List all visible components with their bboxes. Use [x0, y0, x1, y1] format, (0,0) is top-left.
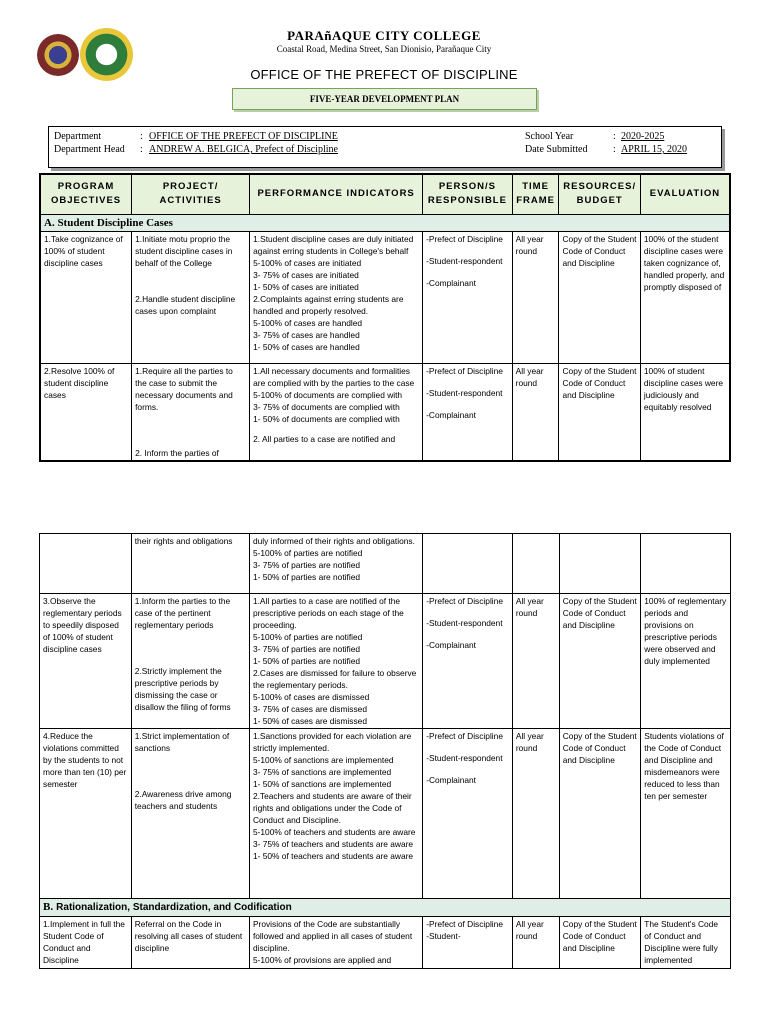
col-header: PERFORMANCE INDICATORS: [250, 174, 423, 214]
time-cell: All year round: [512, 729, 559, 899]
indicator-text: 1.Sanctions provided for each violation are strictly implemented.: [252, 731, 412, 753]
table-header-row: [40, 174, 730, 214]
evaluation-cell: 100% of student discipline cases were judiciously and equitably resolved: [640, 363, 730, 461]
indicator-text: 1- 50% of documents are complied with: [253, 413, 400, 424]
resources-cell: [559, 534, 641, 594]
plan-table-page-2: [39, 533, 731, 969]
time-cell: All year round: [512, 917, 559, 969]
person-text: -Prefect of Discipline: [426, 233, 503, 244]
activity-text: 2.Strictly implement the prescriptive periods by dismissing the case or disallow the filing of forms: [134, 666, 231, 712]
indicator-text: 3- 75% of sanctions are implemented: [252, 767, 392, 777]
objective-cell: 1.Implement in full the Student Code of Conduct and Discipline: [40, 917, 132, 969]
objective-cell: 4.Reduce the violations committed by the students to not more than ten (10) per semester: [40, 729, 132, 899]
activities-cell: [131, 729, 249, 899]
indicators-cell: [249, 729, 422, 899]
person-text: -Student-respondent: [426, 387, 503, 398]
indicators-cell: [250, 231, 423, 363]
head-value: ANDREW A. BELGICA, Prefect of Discipline: [149, 144, 338, 155]
person-text: -Prefect of Discipline: [426, 596, 503, 606]
indicators-cell: [249, 534, 422, 594]
evaluation-cell: Students violations of the Code of Conduct and Discipline and misdemeanors were reduced to less than ten per semester: [641, 729, 731, 899]
indicator-text: 1.All parties to a case are notified of the prescriptive periods on each stage of the proceeding.: [252, 596, 404, 630]
activity-text: 1.Require all the parties to the case to submit the necessary documents and forms.: [135, 365, 233, 412]
indicator-text: 3- 75% of cases are initiated: [253, 269, 359, 280]
person-cell: [423, 594, 513, 729]
person-cell: [423, 917, 513, 969]
activity-text: 1.Inform the parties to the case of the pertinent reglementary periods: [134, 596, 231, 630]
indicators-cell: [249, 594, 422, 729]
activities-cell: their rights and obligations: [131, 534, 249, 594]
table-row: [40, 231, 730, 363]
table-row: [40, 594, 731, 729]
indicator-text: 1- 50% of parties are notified: [252, 656, 361, 666]
activity-text: 1.Initiate motu proprio the student discipline cases in behalf of the College: [135, 233, 233, 268]
evaluation-cell: 100% of reglementary periods and provisions on prescriptive periods were observed and duly implemented: [641, 594, 731, 729]
indicator-text: 1- 50% of parties are notified: [252, 572, 361, 582]
col-header: PROGRAM OBJECTIVES: [40, 174, 132, 214]
person-text: -Complainant: [426, 277, 476, 288]
activity-text: 2.Handle student discipline cases upon complaint: [135, 293, 236, 316]
time-cell: All year round: [512, 594, 559, 729]
resources-cell: Copy of the Student Code of Conduct and Discipline: [559, 917, 641, 969]
person-text: -Complainant: [426, 775, 476, 785]
objective-cell: 3.Observe the reglementary periods to speedily disposed of 100% of student discipline cases: [40, 594, 132, 729]
person-text: -Prefect of Discipline: [426, 919, 503, 929]
indicator-text: 5-100% of cases are dismissed: [252, 692, 370, 702]
indicator-text: Provisions of the Code are substantially followed and applied in all cases of student discipline.: [252, 919, 413, 953]
indicator-text: 5-100% of cases are initiated: [253, 257, 362, 268]
resources-cell: Copy of the Student Code of Conduct and Discipline: [559, 594, 641, 729]
dept-sep: :: [140, 131, 143, 142]
person-cell: [423, 729, 513, 899]
sy-label: School Year: [525, 131, 574, 142]
indicator-text: 3- 75% of cases are handled: [253, 329, 360, 340]
indicator-text: 5-100% of parties are notified: [252, 548, 363, 558]
indicator-text: duly informed of their rights and obligations.: [252, 536, 415, 546]
col-header: RESOURCES/ BUDGET: [559, 174, 640, 214]
indicator-text: 3- 75% of teachers and students are aware: [252, 839, 414, 849]
indicator-text: 1.All necessary documents and formalities are complied with by the parties to the case: [253, 365, 415, 388]
activities-cell: [132, 363, 250, 461]
activities-cell: Referral on the Code in resolving all cases of student discipline: [131, 917, 249, 969]
dept-label: Department: [54, 131, 102, 142]
col-header: EVALUATION: [640, 174, 730, 214]
time-cell: [512, 534, 559, 594]
resources-cell: Copy of the Student Code of Conduct and Discipline: [559, 729, 641, 899]
section-b-row: [40, 899, 731, 917]
plan-table-page-1: [39, 173, 731, 462]
section-a-title: A. Student Discipline Cases: [40, 214, 730, 231]
sy-value: 2020-2025: [621, 131, 665, 142]
activity-text: 2. Inform the parties of: [135, 447, 219, 458]
evaluation-cell: [641, 534, 731, 594]
plan-title: FIVE-YEAR DEVELOPMENT PLAN: [232, 88, 537, 110]
person-cell: [423, 534, 513, 594]
indicator-text: 5-100% of teachers and students are aware: [252, 827, 416, 837]
indicator-text: 1- 50% of cases are initiated: [253, 281, 359, 292]
person-text: -Prefect of Discipline: [426, 365, 503, 376]
col-header: PROJECT/ ACTIVITIES: [132, 174, 250, 214]
objective-cell: 2.Resolve 100% of student discipline cases: [40, 363, 132, 461]
objective-cell: [40, 534, 132, 594]
table-row: [40, 729, 731, 899]
indicator-text: 2. All parties to a case are notified and: [253, 433, 396, 444]
indicator-text: 2.Complaints against erring students are handled and properly resolved.: [253, 293, 404, 316]
indicator-text: 5-100% of provisions are applied and: [252, 955, 392, 965]
person-text: -Student-respondent: [426, 618, 503, 628]
department-info-box: [48, 126, 722, 168]
person-text: -Complainant: [426, 409, 476, 420]
person-text: -Student-: [426, 931, 461, 941]
person-cell: [423, 231, 513, 363]
college-address: Coastal Road, Medina Street, San Dionisio, Parañaque City: [276, 44, 492, 54]
indicator-text: 1- 50% of cases are dismissed: [252, 716, 367, 726]
indicator-text: 3- 75% of parties are notified: [252, 560, 361, 570]
time-cell: All year round: [512, 363, 559, 461]
indicator-text: 1.Student discipline cases are duly initiated against erring students in College's behalf: [253, 233, 414, 256]
indicator-text: 3- 75% of cases are dismissed: [252, 704, 367, 714]
person-text: -Prefect of Discipline: [426, 731, 503, 741]
table-row: [40, 917, 731, 969]
evaluation-cell: The Student's Code of Conduct and Discipline were fully implemented: [641, 917, 731, 969]
indicator-text: 5-100% of cases are handled: [253, 317, 363, 328]
activity-text: 2.Awareness drive among teachers and students: [134, 789, 232, 811]
col-header: PERSON/S RESPONSIBLE: [423, 174, 513, 214]
objective-cell: 1.Take cognizance of 100% of student discipline cases: [40, 231, 132, 363]
date-value: APRIL 15, 2020: [621, 144, 688, 155]
person-text: -Student-respondent: [426, 255, 503, 266]
table-row: [40, 363, 730, 461]
date-sep: :: [613, 144, 616, 155]
sy-sep: :: [613, 131, 616, 142]
section-b-text: Rationalization, Standardization, and Codification: [56, 902, 292, 913]
head-sep: :: [140, 144, 143, 155]
indicator-text: 5-100% of parties are notified: [252, 632, 363, 642]
table-row: [40, 534, 731, 594]
indicator-text: 5-100% of sanctions are implemented: [252, 755, 394, 765]
indicator-text: 2.Cases are dismissed for failure to observe the reglementary periods.: [252, 668, 417, 690]
section-b-letter: B.: [43, 901, 54, 913]
indicator-text: 1- 50% of sanctions are implemented: [252, 779, 392, 789]
resources-cell: Copy of the Student Code of Conduct and Discipline: [559, 363, 640, 461]
indicator-text: 3- 75% of documents are complied with: [253, 401, 400, 412]
col-header: TIME FRAME: [512, 174, 559, 214]
activities-cell: [131, 594, 249, 729]
section-b-title: [40, 899, 731, 917]
indicator-text: 1- 50% of cases are handled: [253, 341, 360, 352]
person-text: -Student-respondent: [426, 753, 503, 763]
section-a-row: [40, 214, 730, 231]
resources-cell: Copy of the Student Code of Conduct and Discipline: [559, 231, 640, 363]
indicator-text: 5-100% of documents are complied with: [253, 389, 403, 400]
time-cell: All year round: [512, 231, 559, 363]
person-cell: [423, 363, 513, 461]
date-label: Date Submitted: [525, 144, 588, 155]
person-text: -Complainant: [426, 640, 476, 650]
college-name: PARAñAQUE CITY COLLEGE: [287, 28, 481, 43]
indicators-cell: [250, 363, 423, 461]
head-label: Department Head: [54, 144, 125, 155]
office-title: OFFICE OF THE PREFECT OF DISCIPLINE: [250, 67, 518, 82]
indicator-text: 1- 50% of teachers and students are aware: [252, 851, 414, 861]
indicators-cell: [249, 917, 422, 969]
activities-cell: [132, 231, 250, 363]
dept-value: OFFICE OF THE PREFECT OF DISCIPLINE: [149, 131, 338, 142]
evaluation-cell: 100% of the student discipline cases were taken cognizance of, handled properly, and promptly disposed of: [640, 231, 730, 363]
indicator-text: 2.Teachers and students are aware of their rights and obligations under the Code of Conduct and Discipline.: [252, 791, 412, 825]
indicator-text: 3- 75% of parties are notified: [252, 644, 361, 654]
activity-text: 1.Strict implementation of sanctions: [134, 731, 230, 753]
